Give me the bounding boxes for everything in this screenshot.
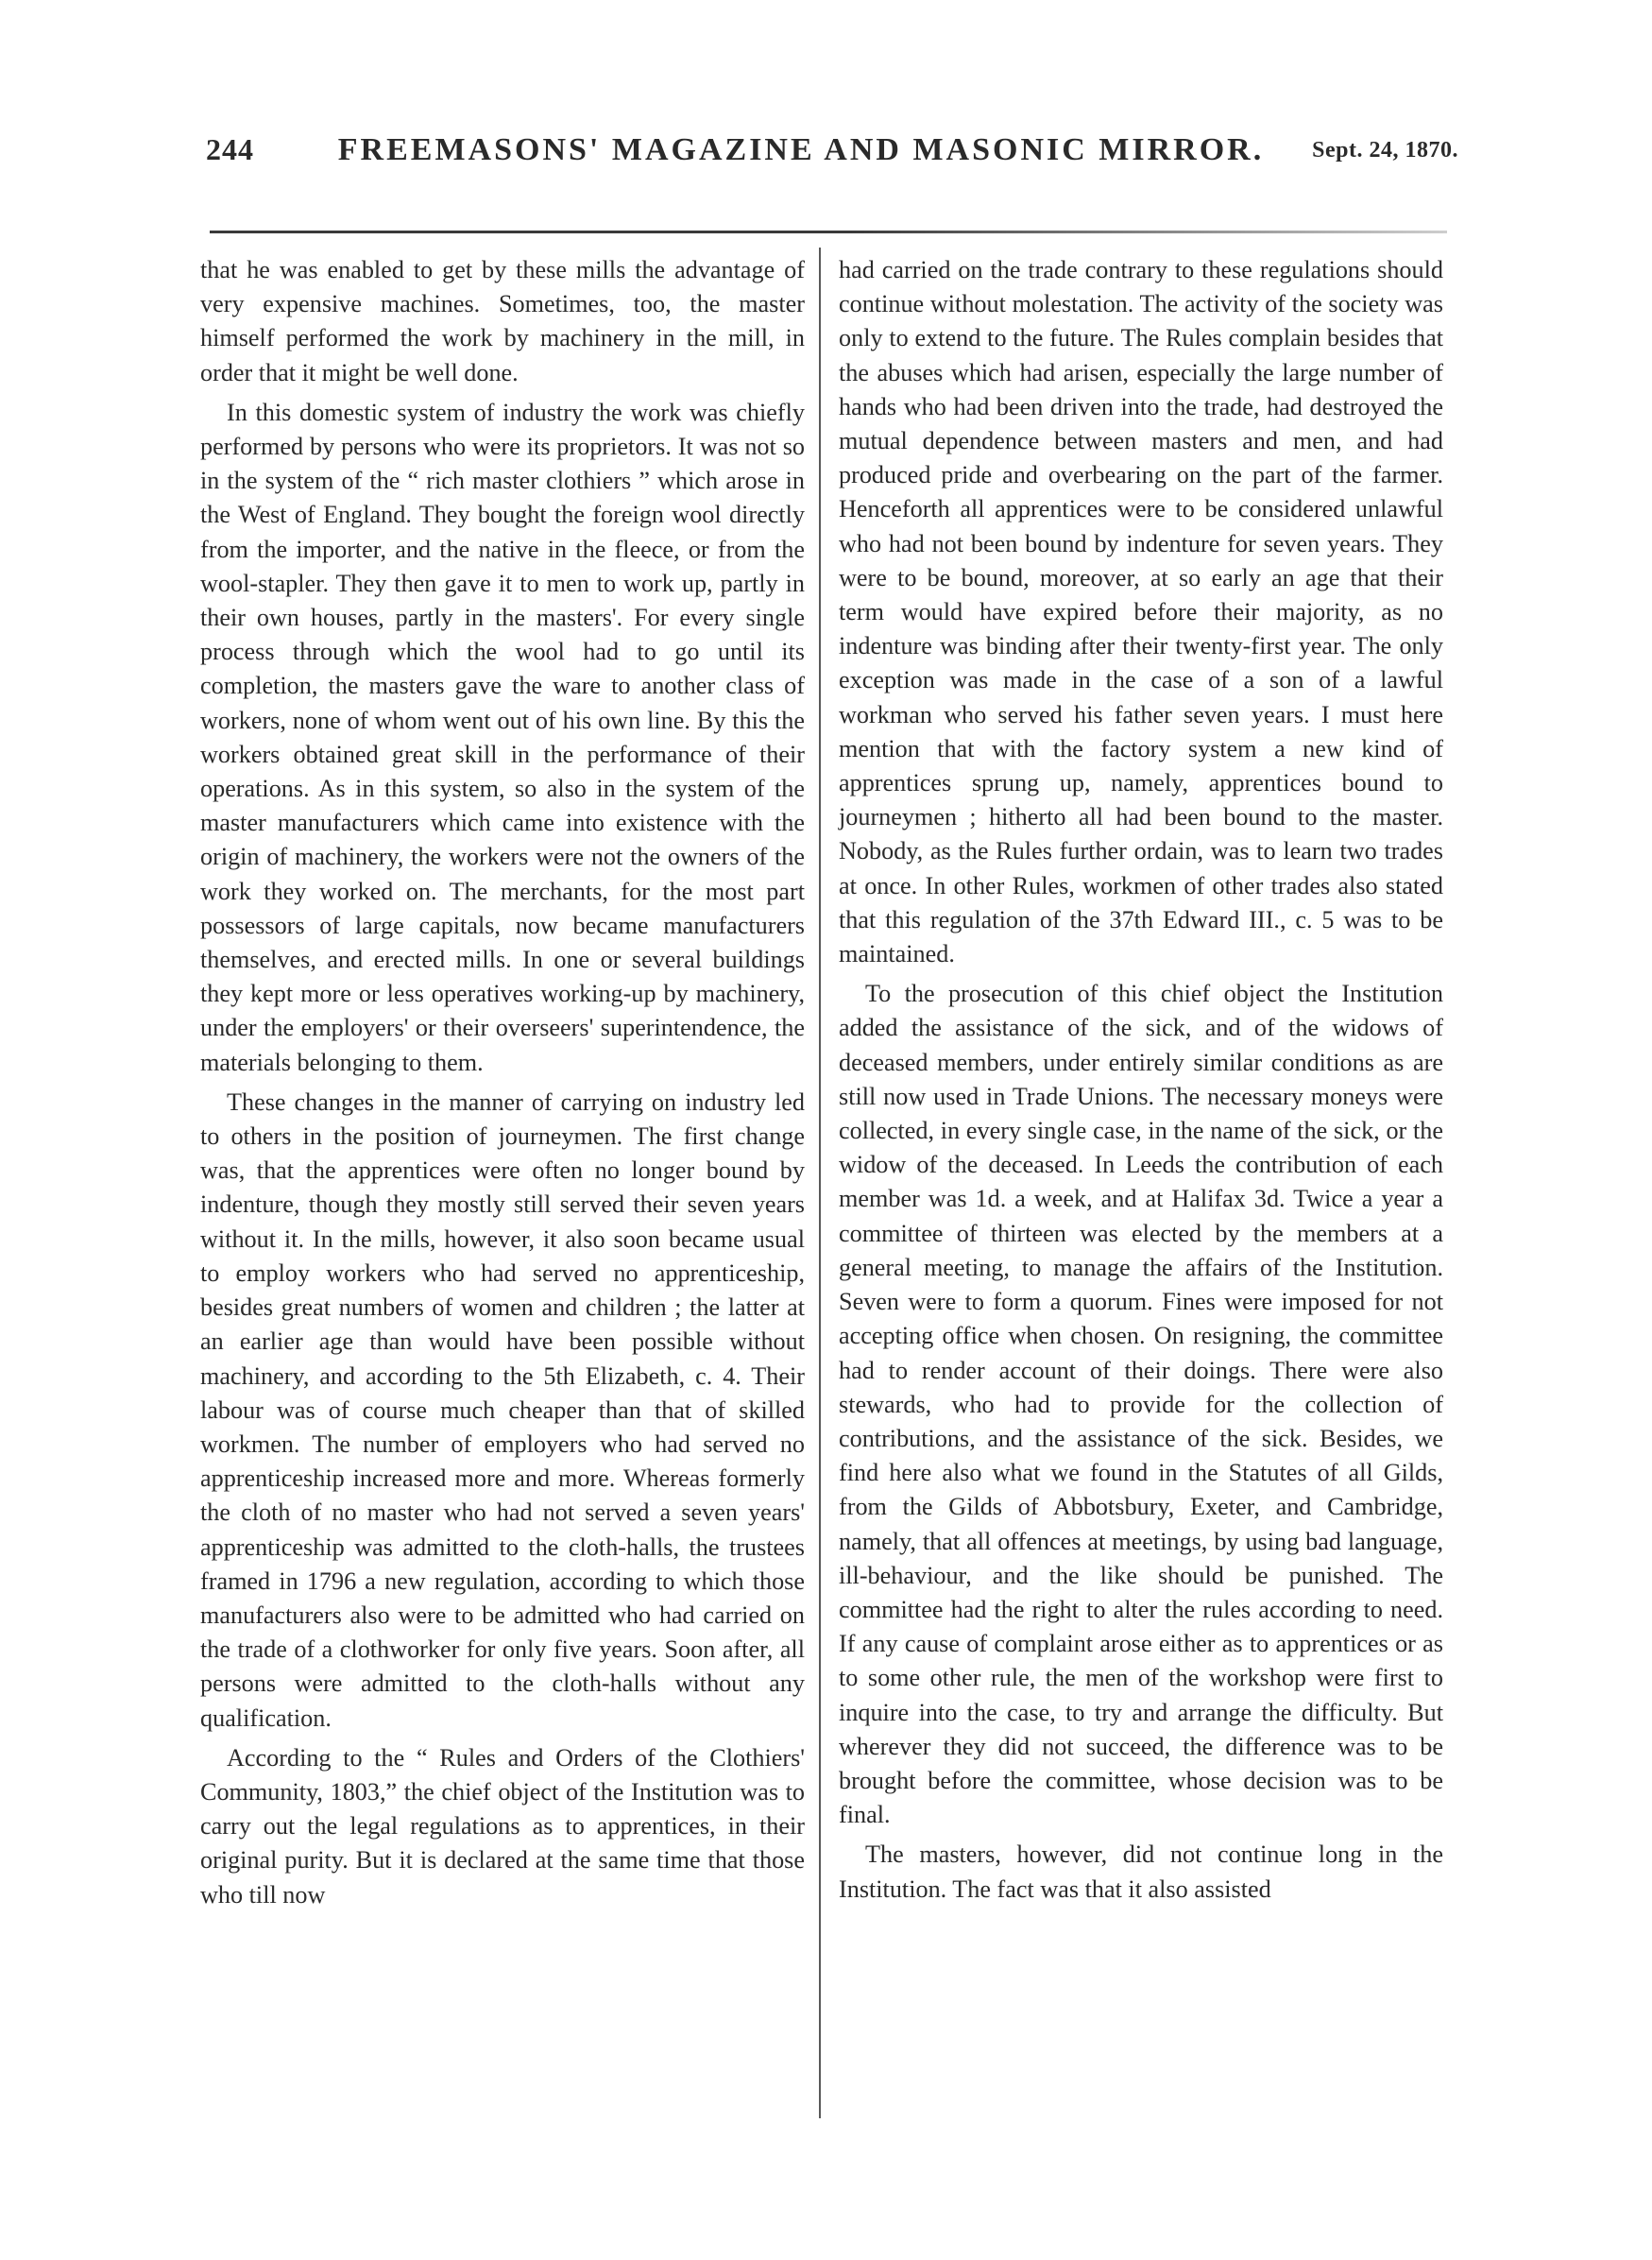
left-paragraph-4: According to the “ Rules and Orders of the Clothiers' Community, 1803,” the chief object of the Institution was to carry out the legal regulations as to apprentices, in their original purity. But it is declared at the same time that those who till now: [200, 1743, 805, 1909]
right-column: [839, 253, 1443, 1907]
page-number: 244: [206, 132, 254, 166]
header-rule-fade: [850, 231, 1447, 234]
left-paragraph-2: In this domestic system of industry the work was chiefly performed by persons who were its proprietors. It was not so in the system of the “ rich master clothiers ” which arose in the West of England. They bought the foreign wool directly from the importer, and the native in the fleece, or from the wool-stapler. They then gave it to men to work up, partly in their own houses, partly in the masters'. For every single process through which the wool had to go until its completion, the masters gave the ware to another class of workers, none of whom went out of his own line. By this the workers obtained great skill in the performance of their operations. As in this system, so also in the system of the master manufacturers which came into existence with the origin of machinery, the workers were not the owners of the work they worked on. The merchants, for the most part possessors of large capitals, now became manufacturers themselves, and erected mills. In one or several buildings they kept more or less operatives working-up by machinery, under the employers' or their overseers' superintendence, the materials belonging to them.: [200, 398, 805, 1076]
right-paragraph-2: To the prosecution of this chief object the Institution added the assistance of the sick, and of the widows of deceased members, under entirely similar conditions as are still now used in Trade Unions. The necessary moneys were collected, in every single case, in the name of the sick, or the widow of the deceased. In Leeds the contribution of each member was 1d. a week, and at Halifax 3d. Twice a year a committee of thirteen was elected by the members at a general meeting, to manage the affairs of the Institution. Seven were to form a quorum. Fines were imposed for not accepting office when chosen. On resigning, the committee had to render account of their doings. There were also stewards, who had to provide for the collection of contributions, and the assistance of the sick. Besides, we find here also what we found in the Statutes of all Gilds, from the Gilds of Abbotsbury, Exeter, and Cambridge, namely, that all offences at meetings, by using bad language, ill-behaviour, and the like should be punished. The committee had the right to alter the rules according to need. If any cause of complaint arose either as to apprentices or as to some other rule, the men of the workshop were first to inquire into the case, to try and arrange the difficulty. But wherever they did not succeed, the difference was to be brought before the committee, whose decision was to be final.: [839, 980, 1443, 1829]
column-divider: [819, 248, 821, 2118]
issue-date: Sept. 24, 1870.: [1312, 138, 1458, 163]
right-paragraph-1: had carried on the trade contrary to these regulations should continue without molestation. The activity of the society was only to extend to the future. The Rules complain besides that the abuses which had arisen, especially the large number of hands who had been driven into the trade, had destroyed the mutual dependence between masters and men, and had produced pride and overbearing on the part of the farmer. Henceforth all apprentices were to be considered unlawful who had not been bound by indenture for seven years. They were to be bound, moreover, at so early an age that their term would have expired before their majority, as no indenture was binding after their twenty-first year. The only exception was made in the case of a son of a lawful workman who served his father seven years. I must here mention that with the factory system a new kind of apprentices sprung up, namely, apprentices bound to journeymen ; hitherto all had been bound to the master. Nobody, as the Rules further ordain, was to learn two trades at once. In other Rules, workmen of other trades also stated that this regulation of the 37th Edward III., c. 5 was to be maintained.: [839, 256, 1443, 968]
running-head: [206, 132, 1458, 193]
left-paragraph-3: These changes in the manner of carrying on industry led to others in the position of journeymen. The first change was, that the apprentices were often no longer bound by indenture, though they mostly still served their seven years without it. In the mills, however, it also soon became usual to employ workers who had served no apprenticeship, besides great numbers of women and children ; the latter at an earlier age than would have been possible without machinery, and according to the 5th Elizabeth, c. 4. Their labour was of course much cheaper than that of skilled workmen. The number of employers who had served no apprenticeship increased more and more. Whereas formerly the cloth of no master who had not served a seven years' apprenticeship was admitted to the cloth-halls, the trustees framed in 1796 a new regulation, according to which those manufacturers also were to be admitted who had carried on the trade of a clothworker for only five years. Soon after, all persons were admitted to the cloth-halls without any qualification.: [200, 1087, 805, 1732]
left-paragraph-1: that he was enabled to get by these mills the advantage of very expensive machines. Sometimes, too, the master himself performed the work by machinery in the mill, in order that it might be well done.: [200, 256, 805, 386]
journal-title: FREEMASONS' MAGAZINE AND MASONIC MIRROR.: [337, 132, 1265, 167]
right-paragraph-3: The masters, however, did not continue long in the Institution. The fact was that it also assisted: [839, 1841, 1443, 1903]
left-column: [200, 253, 805, 1912]
